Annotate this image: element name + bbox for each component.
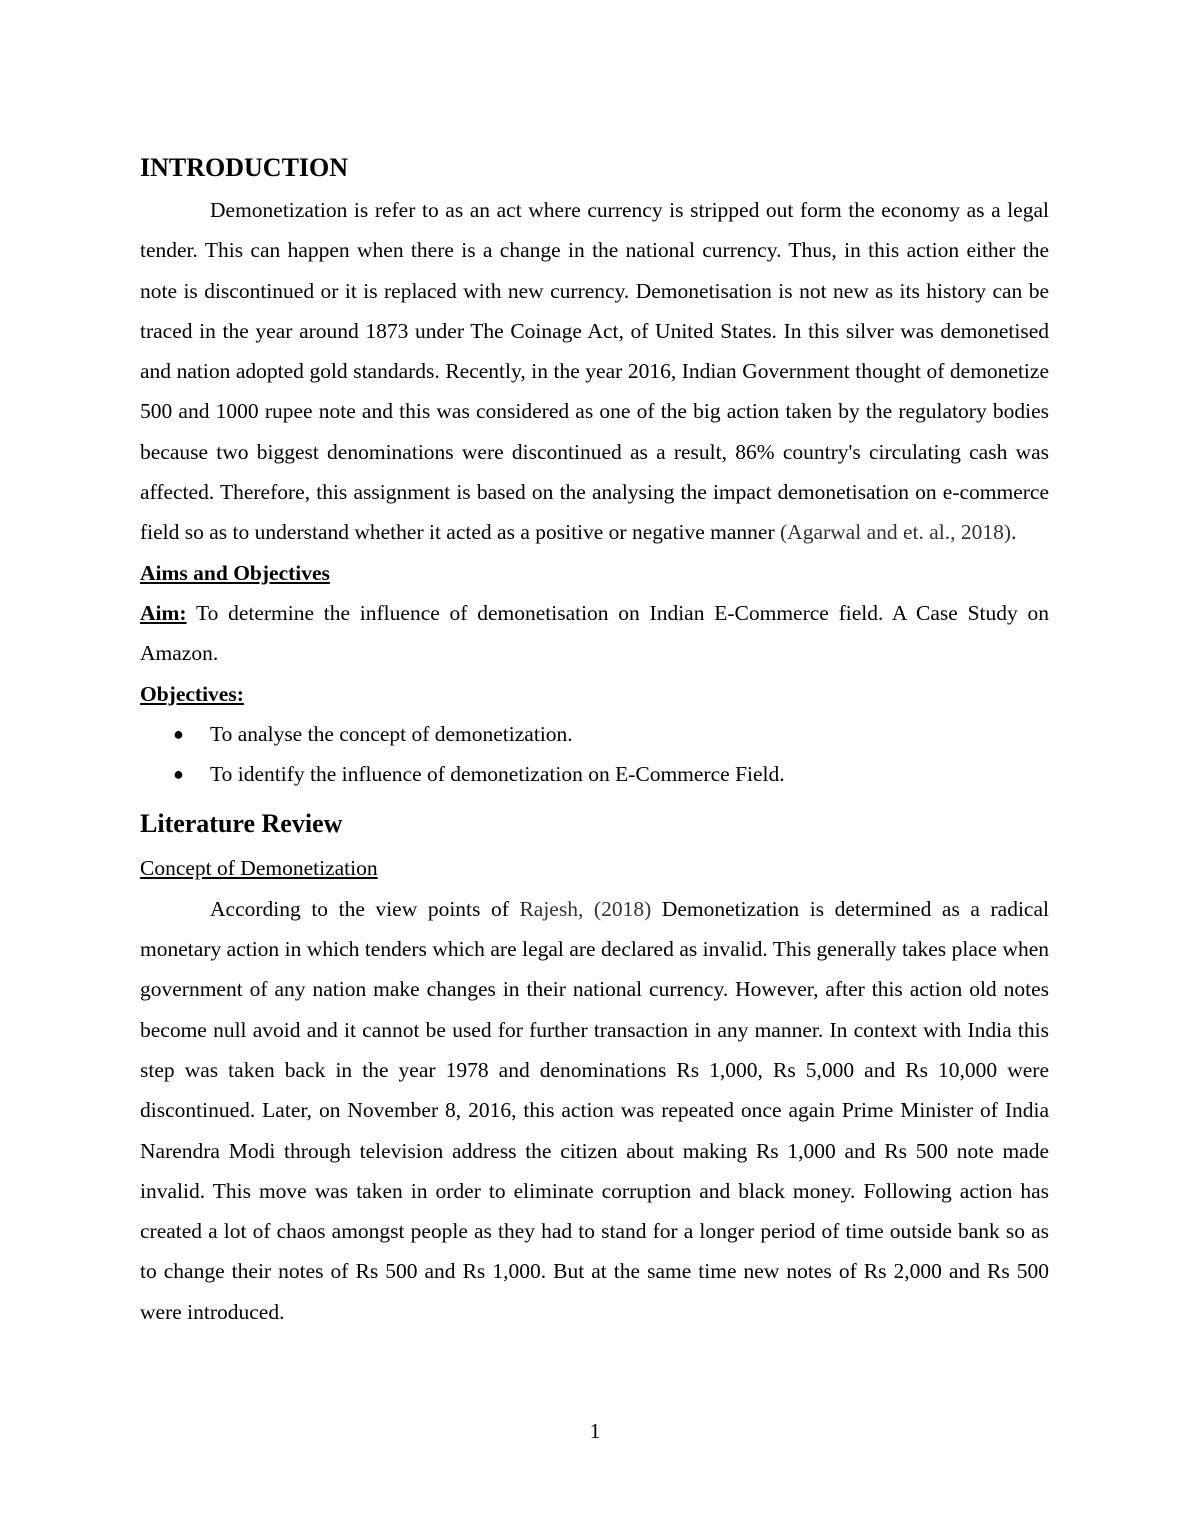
bullet-icon: ●	[173, 723, 184, 744]
introduction-text: Demonetization is refer to as an act where currency is stripped out form the economy as a legal tender. This can happen when there is a change in the national currency. Thus, in this action either the note is discontinued or it is replaced with new currency. Demonetisation is not new as its history can be traced in the year around 1873 under The Coinage Act, of United States. In this silver was demonetised and nation adopted gold standards. Recently, in the year 2016, Indian Government thought of demonetize 500 and 1000 rupee note and this was considered as one of the big action taken by the regulatory bodies because two biggest denominations were discontinued as a result, 86% country's circulating cash was affected. Therefore, this assignment is based on the analysing the impact demonetisation on e-commerce field so as to understand whether it acted as a positive or negative manner	[140, 198, 1049, 545]
objective-text: To identify the influence of demonetization on E-Commerce Field.	[210, 762, 785, 787]
page-number: 1	[589, 1419, 601, 1443]
aim-text: To determine the influence of demonetisation on Indian E-Commerce field. A Case Study on Amazon.	[140, 600, 1049, 666]
literature-citation: Rajesh, (2018)	[519, 896, 652, 921]
literature-lead: According to the view points of	[210, 896, 520, 921]
list-item	[140, 714, 1049, 754]
literature-text: Demonetization is determined as a radical monetary action in which tenders which are legal are declared as invalid. This generally takes place when government of any nation make changes in their national currency. However, after this action old notes become null avoid and it cannot be used for further transaction in any manner. In context with India this step was taken back in the year 1978 and denominations Rs 1,000, Rs 5,000 and Rs 10,000 were discontinued. Later, on November 8, 2016, this action was repeated once again Prime Minister of India Narendra Modi through television address the citizen about making Rs 1,000 and Rs 500 note made invalid. This move was taken in order to eliminate corruption and black money. Following action has created a lot of chaos amongst people as they had to stand for a longer period of time outside bank so as to change their notes of Rs 500 and Rs 1,000. But at the same time new notes of Rs 2,000 and Rs 500 were introduced.	[140, 896, 1049, 1324]
introduction-heading: INTRODUCTION	[140, 153, 349, 182]
objectives-list	[140, 714, 1049, 795]
aims-heading: Aims and Objectives	[140, 560, 330, 585]
bullet-icon: ●	[173, 764, 184, 785]
introduction-paragraph	[140, 190, 1049, 553]
objectives-heading: Objectives:	[140, 681, 244, 706]
literature-review-heading: Literature Review	[140, 809, 343, 839]
aim-label: Aim:	[140, 600, 187, 625]
introduction-citation: (Agarwal and et. al., 2018)	[780, 520, 1012, 545]
aim-paragraph	[140, 593, 1049, 674]
document-page	[140, 148, 1049, 1332]
objective-text: To analyse the concept of demonetization.	[210, 721, 573, 746]
concept-subheading: Concept of Demonetization	[140, 856, 378, 881]
literature-paragraph	[140, 889, 1049, 1332]
list-item	[140, 754, 1049, 794]
introduction-end: .	[1011, 520, 1017, 545]
